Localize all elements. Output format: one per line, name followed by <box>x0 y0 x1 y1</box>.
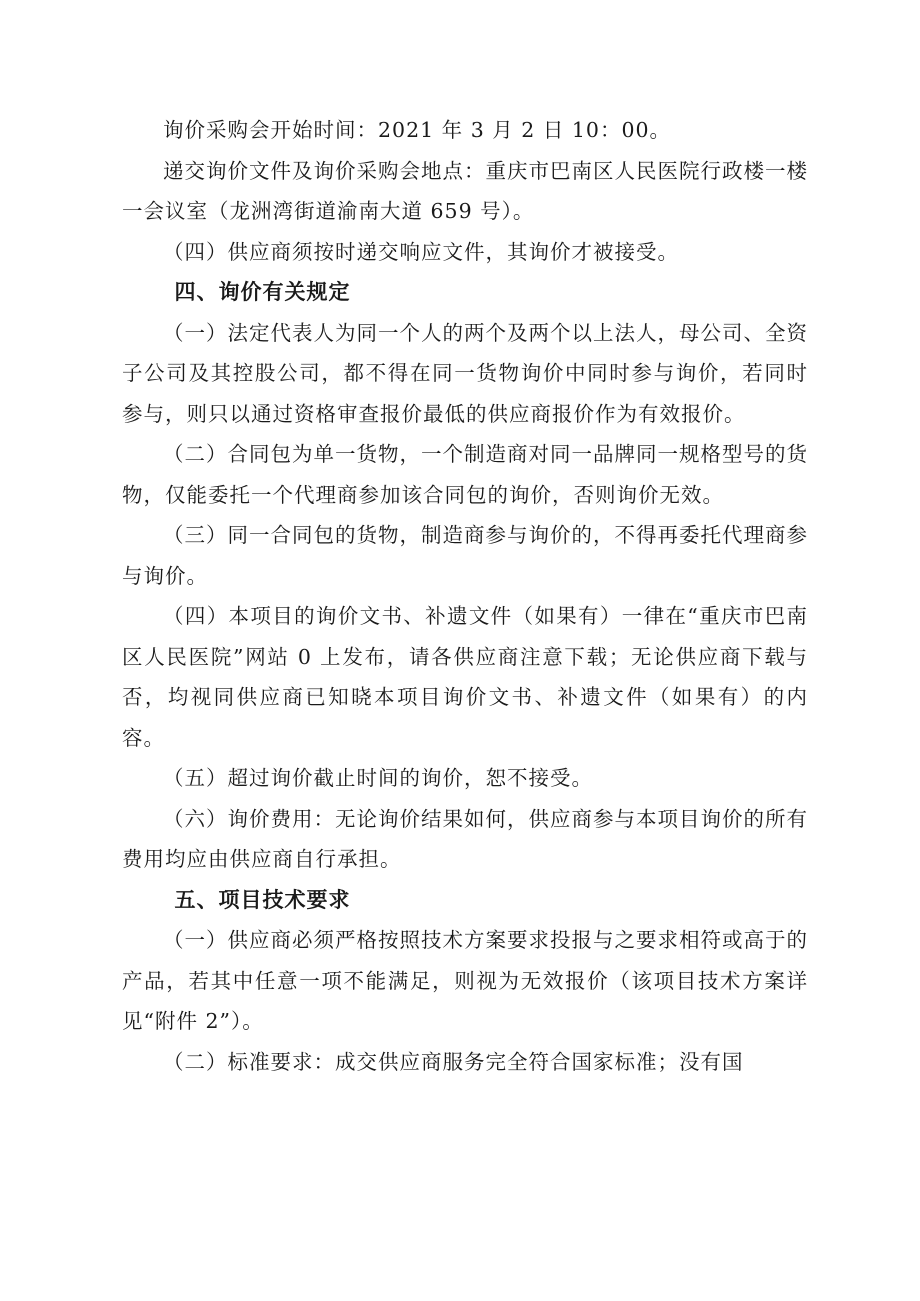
rule-6-paragraph: （六）询价费用：无论询价结果如何，供应商参与本项目询价的所有费用均应由供应商自行承担。 <box>122 806 808 871</box>
rule-5-paragraph: （五）超过询价截止时间的询价，恕不接受。 <box>163 766 593 790</box>
timely-submission-paragraph: （四）供应商须按时递交响应文件，其询价才被接受。 <box>163 239 679 264</box>
rule-4-paragraph: （四）本项目的询价文书、补遗文件（如果有）一律在“重庆市巴南区人民医院”网站 0 上发布，请各供应商注意下载；无论供应商下载与否，均视同供应商已知晓本项目询价文书、补遗文件（如果有）的内容。 <box>122 604 808 750</box>
section-heading-inquiry-rules: 四、询价有关规定 <box>174 280 351 304</box>
technical-requirement-1-paragraph: （一）供应商必须严格按照技术方案要求投报与之要求相符或高于的产品，若其中任意一项不能满足，则视为无效报价（该项目技术方案详见“附件 2”）。 <box>122 928 808 1033</box>
meeting-start-time-paragraph: 询价采购会开始时间：2021 年 3 月 2 日 10：00。 <box>163 118 672 142</box>
section-heading-technical-requirements: 五、项目技术要求 <box>174 887 351 912</box>
rule-1-paragraph: （一）法定代表人为同一个人的两个及两个以上法人，母公司、全资子公司及其控股公司，都不得在同一货物询价中同时参与询价，若同时参与，则只以通过资格审查报价最低的供应商报价作为有效报价。 <box>122 320 808 426</box>
rule-3-paragraph: （三）同一合同包的货物，制造商参与询价的，不得再委托代理商参与询价。 <box>122 523 808 588</box>
technical-requirement-2-paragraph: （二）标准要求：成交供应商服务完全符合国家标准；没有国 <box>163 1049 744 1074</box>
document-body <box>122 110 808 1082</box>
rule-2-paragraph: （二）合同包为单一货物，一个制造商对同一品牌同一规格型号的货物，仅能委托一个代理商参加该合同包的询价，否则询价无效。 <box>122 442 808 507</box>
submission-location-paragraph: 递交询价文件及询价采购会地点：重庆市巴南区人民医院行政楼一楼一会议室（龙洲湾街道渝南大道 659 号）。 <box>122 158 808 223</box>
